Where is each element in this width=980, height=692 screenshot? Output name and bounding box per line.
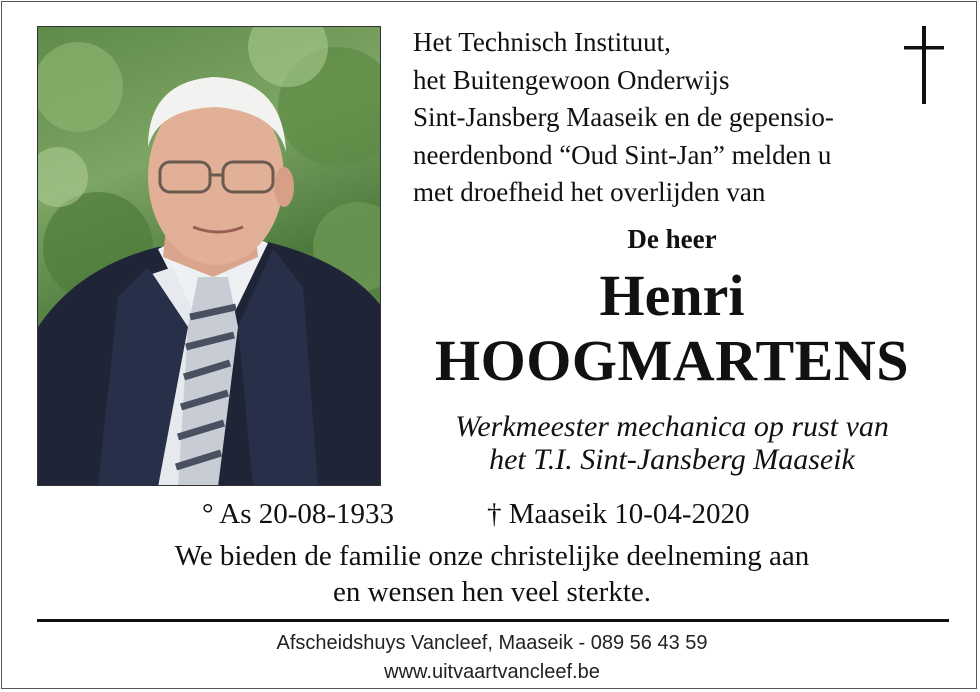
obituary-card xyxy=(1,1,977,689)
profession xyxy=(402,410,942,476)
latin-cross-icon xyxy=(902,26,946,104)
last-name: HOOGMARTENS xyxy=(435,328,909,393)
birth-date: ° As 20-08-1933 xyxy=(202,498,395,530)
intro-line: met droefheid het overlijden van xyxy=(413,177,766,207)
intro-line: neerdenbond “Oud Sint-Jan” melden u xyxy=(413,139,832,170)
intro-line: het Buitengewoon Onderwijs xyxy=(413,64,730,95)
funeral-home-website[interactable]: www.uitvaartvancleef.be xyxy=(384,661,600,683)
profession-line: het T.I. Sint-Jansberg Maaseik xyxy=(489,443,855,476)
funeral-home-info: Afscheidshuys Vancleef, Maaseik - 089 56 43 59 xyxy=(276,632,708,654)
condolence-message xyxy=(42,538,942,610)
portrait-illustration xyxy=(38,27,381,486)
honorific: De heer xyxy=(627,224,717,254)
death-date: † Maaseik 10-04-2020 xyxy=(487,498,750,530)
message-line: We bieden de familie onze christelijke deelneming aan xyxy=(174,540,810,572)
divider xyxy=(37,619,949,622)
intro-line: Het Technisch Instituut, xyxy=(413,27,671,57)
portrait-photo xyxy=(37,26,381,486)
intro-line: Sint-Jansberg Maaseik en de gepensio- xyxy=(413,102,834,132)
first-name: Henri xyxy=(599,263,745,328)
announcement-intro xyxy=(413,24,923,212)
message-line: en wensen hen veel sterkte. xyxy=(332,576,652,608)
profession-line: Werkmeester mechanica op rust van xyxy=(455,410,889,443)
